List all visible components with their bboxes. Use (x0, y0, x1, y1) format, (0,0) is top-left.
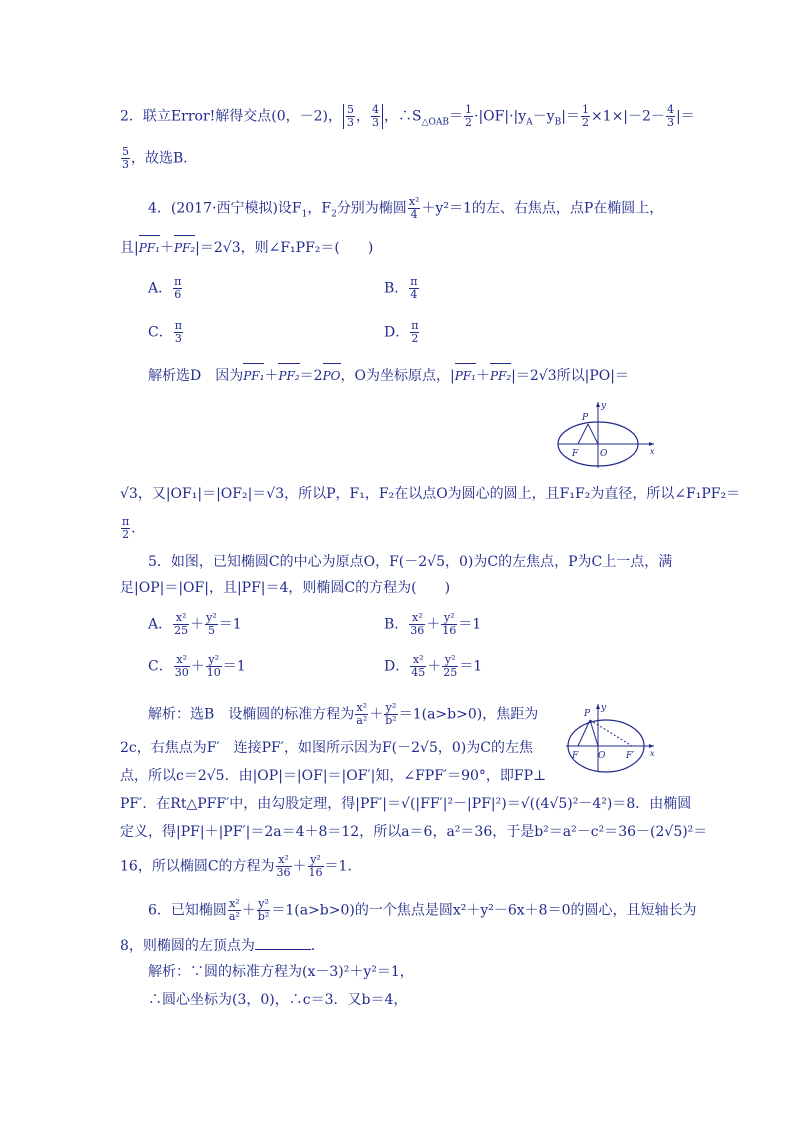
q4-stem-line2: 且|PF₁＋PF₂|＝2√3，则∠F₁PF₂＝( ) (120, 240, 374, 256)
vector-pf1: PF₁ (455, 366, 476, 386)
x-axis-arrow-icon (649, 744, 654, 748)
label-p: P (584, 709, 591, 719)
q4-option-c: C． $\frac{\pi}{3}$ (148, 319, 182, 345)
label-y: y (601, 703, 607, 713)
label-f: F (572, 449, 579, 459)
q5-option-c: C． $\frac{\text{x²}}{30}$ ＋ $\frac{\text{y²}}{10}$ ＝1 (148, 653, 246, 679)
q5-solution-line2: 2c，右焦点为F′ 连接PF′，如图所示因为F(－2√5，0)为C的左焦 (120, 740, 533, 756)
q2-line2 (120, 146, 197, 171)
q6-stem-line1: 6．已知椭圆 $\frac{\text{x²}}{\text{a²}}$ ＋ $\frac{\text{y²}}{\text{b²}}$ ＝1(a>b>0)的一个焦点是圆x²＋y²－6x＋8＝0的圆心，且短轴长为 (148, 897, 697, 923)
segment-po (590, 720, 598, 746)
y-axis-arrow-icon (596, 402, 600, 407)
vector-pf1: PF₁ (139, 238, 160, 258)
q5-stem-line1: 5．如图，已知椭圆C的中心为原点O，F(－2√5，0)为C的左焦点，P为C上一点，满 (148, 554, 673, 570)
q4-stem-line1: 4．(2017·西宁模拟)设$F_1$，$F_2$分别为椭圆 $\frac{\text{x²}}{4}$ ＋y²＝1的左、右焦点，点P在椭圆上， (148, 195, 664, 221)
q4-option-a: A． $\frac{\pi}{6}$ (148, 275, 182, 301)
y-axis-arrow-icon (596, 704, 600, 709)
q2-half: $\frac{1}{2}$ (465, 103, 473, 129)
q5-solution-line3: 点，所以c＝2√5．由|OP|＝|OF|＝|OF′|知，∠FPF′＝90°，即FP⊥ (120, 768, 547, 784)
segment-po (588, 424, 598, 444)
label-o: O (600, 449, 608, 459)
q5-ellipse-figure (562, 700, 658, 776)
q2-four-thirds: $\frac{4}{3}$ (666, 103, 674, 129)
q4-solution-line3: $\frac{\pi}{2}$ ． (122, 515, 146, 541)
vector-po: PO (323, 366, 341, 386)
q4-option-d: D． $\frac{\pi}{2}$ (384, 319, 419, 345)
q4-option-b: B． $\frac{\pi}{4}$ (384, 275, 418, 301)
q2-answer-frac: $\frac{5}{3}$ (122, 145, 129, 171)
vector-pf2: PF₂ (174, 238, 195, 258)
q5-stem-line2: 足|OP|＝|OF|，且|PF|＝4，则椭圆C的方程为( ) (120, 580, 451, 596)
vector-pf2: PF₂ (490, 366, 511, 386)
q2-half-2: $\frac{1}{2}$ (581, 103, 589, 129)
label-p: P (582, 413, 589, 423)
q2-text-a: 2．联立Error!解得交点(0，－2)， (120, 108, 342, 125)
q2-text-b: ，∴S (384, 108, 422, 125)
q2-point-y: $\frac{4}{3}$ (371, 104, 383, 129)
label-x: x (650, 749, 655, 758)
q5-option-d: D． $\frac{\text{x²}}{45}$ ＋ $\frac{\text{y²}}{25}$ ＝1 (384, 653, 483, 679)
label-y: y (601, 401, 607, 411)
q2-point-x: $\frac{5}{3}$ (343, 104, 355, 129)
x-axis-arrow-icon (649, 442, 654, 446)
segment-pf1 (578, 424, 588, 444)
q5-solution-line5: 定义，得|PF|＋|PF′|＝2a＝4＋8＝12，所以a＝6，a²＝36，于是b²＝a²－c²＝36－(2√5)²＝ (120, 824, 708, 840)
q6-solution-line2: ∴圆心坐标为(3，0)，∴c＝3．又b＝4， (148, 992, 408, 1008)
label-f-prime: F′ (626, 751, 635, 761)
q6-solution-line1: 解析：∵圆的标准方程为(x－3)²＋y²＝1， (148, 964, 414, 980)
label-x: x (650, 447, 655, 456)
q5-option-b: B． $\frac{\text{x²}}{36}$ ＋ $\frac{\text{y²}}{16}$ ＝1 (384, 611, 482, 637)
q5-solution-line1: 解析：选B 设椭圆的标准方程为 $\frac{\text{x²}}{\text{a²}}$ ＋ $\frac{\text{y²}}{\text{b²}}$ ＝1(a>b>0)，焦距为 (148, 701, 539, 727)
q4-ellipse-figure (554, 398, 658, 472)
answer-blank[interactable] (255, 937, 311, 950)
q5-solution-line6: 16，所以椭圆C的方程为 $\frac{\text{x²}}{36}$ ＋ $\frac{\text{y²}}{16}$ ＝1． (120, 853, 362, 879)
vector-pf2: PF₂ (278, 366, 299, 386)
label-f: F (572, 751, 579, 761)
q2-line1: 2．联立Error!解得交点(0，－2)， $\frac{5}{3}$ ， $\frac{4}{3}$ ，$\therefore S_{\triangle OAB}=$ $\frac{1}{2}$ $\cdot|OF|\cdot|y_A-y_B|=$ $\frac{1}{2}$ ×1×|－2－ $\frac{4}{3}$ |＝ (120, 103, 695, 129)
q4-solution-line2: √3，又|OF₁|＝|OF₂|＝√3，所以P，F₁，F₂在以点O为圆心的圆上，且F₁F₂为直径，所以∠F₁PF₂＝ (120, 486, 741, 502)
vector-pf1: PF₁ (243, 366, 264, 386)
q4-ellipse-frac: $\frac{\text{x²}}{4}$ (408, 195, 420, 221)
q4-solution-line1: 解析选D 因为PF₁＋PF₂＝2PO，O为坐标原点，|PF₁＋PF₂|＝2√3所以|PO|＝ (148, 368, 629, 384)
q5-solution-line4: PF′．在Rt△PFF′中，由勾股定理，得|PF′|＝√(|FF′|²－|PF|²)＝√((4√5)²－4²)＝8．由椭圆 (120, 796, 692, 812)
q6-stem-line2: 8，则椭圆的左顶点为 ． (120, 938, 325, 954)
q2-choose-b: ，故选B． (131, 150, 198, 167)
q5-option-a: A． $\frac{\text{x²}}{25}$ ＋ $\frac{\text{y²}}{5}$ ＝1 (148, 611, 242, 637)
segment-pf (578, 720, 590, 746)
label-o: O (598, 751, 606, 761)
